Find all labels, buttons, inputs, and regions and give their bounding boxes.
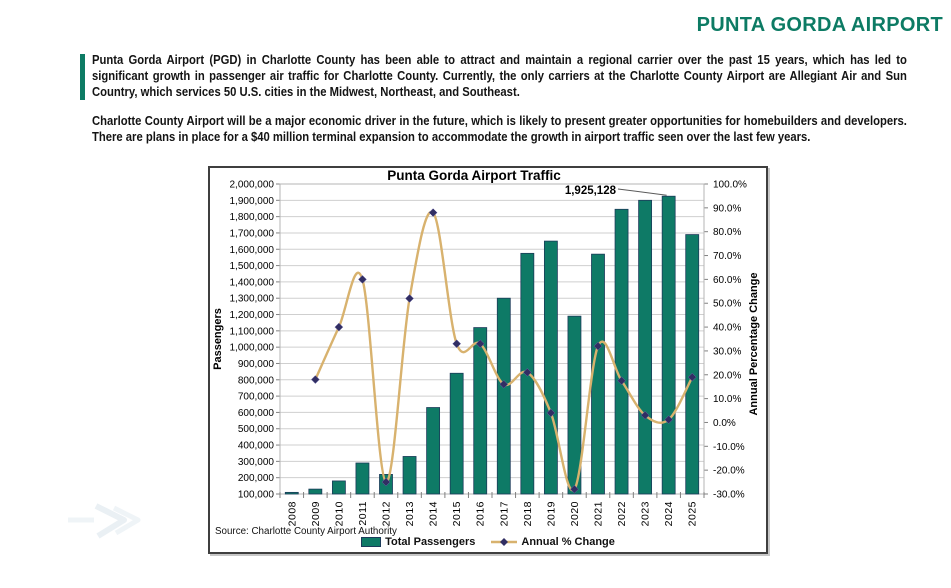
marker-2010 — [335, 323, 343, 331]
left-tick-label: 300,000 — [237, 456, 274, 468]
left-tick-label: 500,000 — [237, 424, 274, 436]
x-axis-label: 2015 — [451, 501, 464, 527]
annotation-leader — [618, 189, 667, 195]
chart-title: Punta Gorda Airport Traffic — [387, 168, 561, 183]
bar-2014 — [427, 408, 440, 494]
bar-swatch-icon — [361, 537, 381, 547]
left-tick-label: 1,400,000 — [229, 277, 274, 289]
right-tick-label: 30.0% — [713, 346, 742, 358]
left-tick-label: 900,000 — [237, 358, 274, 370]
right-axis-title: Annual Percentage Change — [748, 272, 760, 416]
x-axis-label: 2025 — [686, 501, 699, 527]
left-tick-label: 600,000 — [237, 407, 274, 419]
left-tick-label: 1,800,000 — [229, 212, 274, 224]
bar-2024 — [662, 196, 675, 494]
x-axis-label: 2012 — [380, 501, 393, 527]
right-tick-label: 100.0% — [713, 179, 747, 191]
bar-2017 — [497, 298, 510, 494]
legend-label: Annual % Change — [521, 536, 615, 548]
legend-label: Total Passengers — [385, 536, 476, 548]
bar-2023 — [639, 200, 652, 494]
left-tick-label: 200,000 — [237, 473, 274, 485]
right-tick-label: 10.0% — [713, 394, 742, 406]
x-axis-label: 2016 — [474, 501, 487, 527]
x-axis-label: 2021 — [592, 501, 605, 527]
right-tick-label: 70.0% — [713, 251, 742, 263]
bar-2009 — [309, 489, 322, 494]
chart-canvas — [210, 168, 766, 552]
bar-2015 — [450, 373, 463, 494]
x-axis-label: 2017 — [498, 501, 511, 527]
annotation-label: 1,925,128 — [564, 185, 616, 197]
left-tick-label: 400,000 — [237, 440, 274, 452]
left-tick-label: 1,700,000 — [229, 228, 274, 240]
right-tick-label: 50.0% — [713, 298, 742, 310]
source-note: Source: Charlotte County Airport Authority — [215, 526, 397, 537]
x-axis-label: 2024 — [663, 501, 676, 527]
bar-2010 — [332, 481, 345, 494]
bar-2013 — [403, 456, 416, 494]
left-tick-label: 800,000 — [237, 375, 274, 387]
bar-2011 — [356, 463, 369, 494]
x-axis-label: 2020 — [568, 501, 581, 527]
chart-frame — [208, 166, 768, 554]
right-tick-label: 90.0% — [713, 203, 742, 215]
x-axis-label: 2013 — [404, 501, 417, 527]
right-tick-label: 40.0% — [713, 322, 742, 334]
x-axis-label: 2023 — [639, 501, 652, 527]
x-axis-label: 2009 — [309, 501, 322, 527]
page-title: PUNTA GORDA AIRPORT — [696, 14, 943, 36]
bar-2025 — [686, 235, 699, 494]
left-tick-label: 1,500,000 — [229, 261, 274, 273]
left-tick-label: 1,900,000 — [229, 195, 274, 207]
left-tick-label: 1,200,000 — [229, 310, 274, 322]
bar-2008 — [285, 492, 298, 494]
right-tick-label: -10.0% — [713, 441, 745, 453]
left-tick-label: 1,600,000 — [229, 244, 274, 256]
x-axis-label: 2022 — [616, 501, 629, 527]
x-axis-label: 2019 — [545, 501, 558, 527]
line-swatch-icon — [491, 537, 517, 547]
x-axis-label: 2014 — [427, 501, 440, 527]
left-tick-label: 100,000 — [237, 489, 274, 501]
legend-item-annual-change — [491, 536, 615, 548]
right-tick-label: -20.0% — [713, 465, 745, 477]
marker-2015 — [453, 340, 461, 348]
bar-2022 — [615, 209, 628, 494]
x-axis-label: 2011 — [356, 501, 369, 526]
right-tick-label: 60.0% — [713, 274, 742, 286]
x-axis-label: 2010 — [333, 501, 346, 527]
right-tick-label: 80.0% — [713, 227, 742, 239]
outlook-paragraph: Charlotte County Airport will be a major economic driver in the future, which is likely to present greater opportunities for homebuilders and developers. There are plans in place for a $40 million terminal expansion to accommodate the growth in airport traffic seen over the last few years. — [92, 113, 907, 144]
right-tick-label: -30.0% — [713, 489, 745, 501]
left-tick-label: 1,300,000 — [229, 293, 274, 305]
x-axis-label: 2008 — [286, 501, 299, 527]
accent-bar — [80, 54, 85, 100]
left-tick-label: 1,100,000 — [229, 326, 274, 338]
left-tick-label: 700,000 — [237, 391, 274, 403]
left-tick-label: 2,000,000 — [229, 179, 274, 191]
bar-2019 — [544, 241, 557, 494]
right-tick-label: 0.0% — [713, 417, 736, 429]
intro-paragraph: Punta Gorda Airport (PGD) in Charlotte County has been able to attract and maintain a regional carrier over the past 15 years, which has led to significant growth in passenger air traffic for Charlotte County. Currently, the only carriers at the Charlotte County Airport are Allegiant Air and Sun Country, which services 50 U.S. cities in the Midwest, Northeast, and Southeast. — [92, 52, 907, 99]
paper-plane-watermark-icon — [58, 498, 158, 546]
marker-2009 — [311, 376, 319, 384]
left-axis-title: Passengers — [212, 308, 224, 370]
right-tick-label: 20.0% — [713, 370, 742, 382]
x-axis-label: 2018 — [521, 501, 534, 527]
left-tick-label: 1,000,000 — [229, 342, 274, 354]
chart-legend — [210, 536, 766, 548]
marker-2013 — [406, 294, 414, 302]
legend-item-total-passengers — [361, 536, 475, 548]
